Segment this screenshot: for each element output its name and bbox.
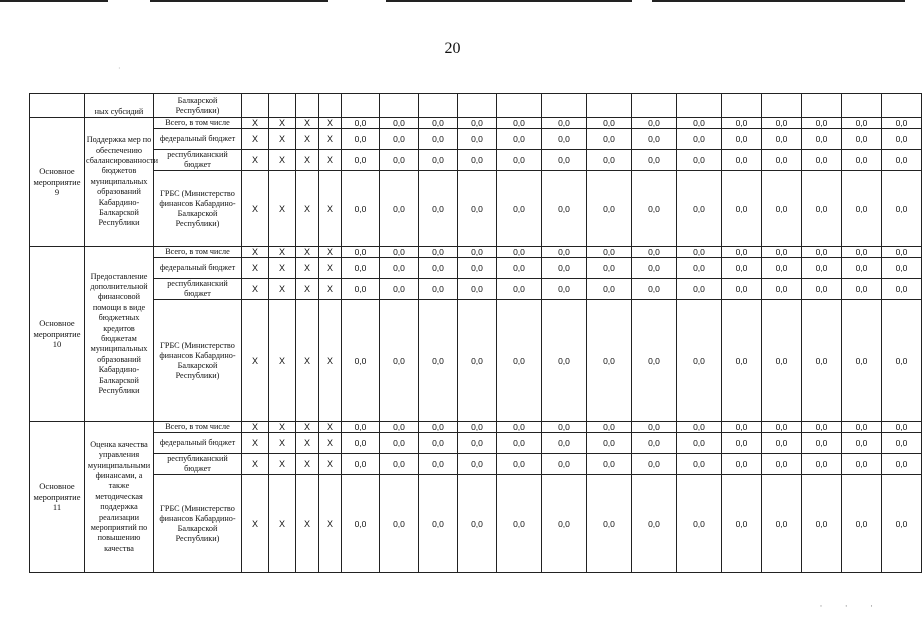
- x-mark-cell: [242, 94, 269, 118]
- event-label-cell: Основное мероприятие 10: [30, 247, 85, 422]
- value-cell: 0,0: [458, 129, 497, 150]
- value-cell: 0,0: [342, 279, 380, 300]
- table-row: [30, 433, 922, 454]
- value-cell: 0,0: [882, 300, 922, 422]
- x-mark-cell: X: [242, 171, 269, 247]
- value-cell: [497, 94, 542, 118]
- value-cell: 0,0: [802, 433, 842, 454]
- value-cell: [542, 94, 587, 118]
- value-cell: 0,0: [458, 247, 497, 258]
- value-cell: 0,0: [722, 422, 762, 433]
- value-cell: 0,0: [342, 258, 380, 279]
- funding-source: Всего, в том числе: [154, 247, 242, 258]
- x-mark-cell: X: [269, 258, 296, 279]
- value-cell: 0,0: [497, 300, 542, 422]
- value-cell: 0,0: [842, 118, 882, 129]
- value-cell: [342, 94, 380, 118]
- value-cell: 0,0: [497, 433, 542, 454]
- value-cell: 0,0: [380, 433, 419, 454]
- value-cell: 0,0: [677, 258, 722, 279]
- funding-source: федеральный бюджет: [154, 433, 242, 454]
- value-cell: 0,0: [802, 150, 842, 171]
- value-cell: 0,0: [882, 118, 922, 129]
- value-cell: 0,0: [677, 171, 722, 247]
- value-cell: 0,0: [497, 247, 542, 258]
- value-cell: 0,0: [882, 422, 922, 433]
- value-cell: 0,0: [380, 258, 419, 279]
- value-cell: 0,0: [882, 258, 922, 279]
- funding-source: федеральный бюджет: [154, 129, 242, 150]
- value-cell: 0,0: [632, 129, 677, 150]
- value-cell: 0,0: [632, 454, 677, 475]
- value-cell: 0,0: [802, 422, 842, 433]
- value-cell: [380, 94, 419, 118]
- x-mark-cell: X: [296, 129, 319, 150]
- value-cell: 0,0: [419, 150, 458, 171]
- value-cell: 0,0: [342, 247, 380, 258]
- table-row: [30, 258, 922, 279]
- x-mark-cell: X: [296, 300, 319, 422]
- event-description: ных субсидий: [85, 94, 154, 118]
- value-cell: 0,0: [722, 279, 762, 300]
- value-cell: 0,0: [458, 475, 497, 573]
- value-cell: 0,0: [380, 422, 419, 433]
- value-cell: 0,0: [542, 150, 587, 171]
- value-cell: [882, 94, 922, 118]
- x-mark-cell: X: [319, 171, 342, 247]
- value-cell: 0,0: [542, 433, 587, 454]
- value-cell: 0,0: [677, 279, 722, 300]
- value-cell: 0,0: [342, 433, 380, 454]
- value-cell: 0,0: [677, 454, 722, 475]
- x-mark-cell: X: [242, 150, 269, 171]
- x-mark-cell: X: [319, 454, 342, 475]
- x-mark-cell: X: [319, 422, 342, 433]
- scan-speck: ·: [118, 64, 121, 73]
- value-cell: 0,0: [458, 422, 497, 433]
- x-mark-cell: X: [269, 475, 296, 573]
- event-label-cell: Основное мероприятие 9: [30, 118, 85, 247]
- value-cell: [587, 94, 632, 118]
- value-cell: 0,0: [632, 150, 677, 171]
- budget-table: [29, 93, 922, 573]
- scan-specks: · · ·: [819, 601, 883, 611]
- value-cell: 0,0: [587, 171, 632, 247]
- value-cell: 0,0: [497, 150, 542, 171]
- x-mark-cell: X: [269, 279, 296, 300]
- value-cell: 0,0: [380, 171, 419, 247]
- x-mark-cell: X: [319, 129, 342, 150]
- funding-source: федеральный бюджет: [154, 258, 242, 279]
- x-mark-cell: X: [269, 300, 296, 422]
- value-cell: 0,0: [882, 129, 922, 150]
- x-mark-cell: X: [319, 279, 342, 300]
- value-cell: 0,0: [458, 150, 497, 171]
- value-cell: 0,0: [722, 129, 762, 150]
- funding-source: республиканский бюджет: [154, 279, 242, 300]
- funding-source: республиканский бюджет: [154, 150, 242, 171]
- value-cell: 0,0: [842, 279, 882, 300]
- value-cell: 0,0: [882, 171, 922, 247]
- value-cell: 0,0: [722, 150, 762, 171]
- funding-source: Всего, в том числе: [154, 422, 242, 433]
- value-cell: 0,0: [722, 247, 762, 258]
- value-cell: 0,0: [882, 454, 922, 475]
- x-mark-cell: X: [319, 247, 342, 258]
- value-cell: 0,0: [497, 118, 542, 129]
- value-cell: 0,0: [458, 118, 497, 129]
- value-cell: 0,0: [762, 422, 802, 433]
- value-cell: 0,0: [419, 454, 458, 475]
- value-cell: 0,0: [497, 171, 542, 247]
- value-cell: 0,0: [458, 279, 497, 300]
- value-cell: 0,0: [380, 118, 419, 129]
- value-cell: [842, 94, 882, 118]
- x-mark-cell: X: [269, 118, 296, 129]
- value-cell: 0,0: [542, 422, 587, 433]
- scan-top-line: [0, 0, 108, 2]
- value-cell: 0,0: [802, 279, 842, 300]
- x-mark-cell: X: [269, 129, 296, 150]
- value-cell: 0,0: [542, 258, 587, 279]
- funding-source: республиканский бюджет: [154, 454, 242, 475]
- value-cell: 0,0: [497, 279, 542, 300]
- value-cell: 0,0: [342, 150, 380, 171]
- value-cell: 0,0: [497, 129, 542, 150]
- value-cell: [419, 94, 458, 118]
- value-cell: 0,0: [458, 454, 497, 475]
- value-cell: 0,0: [842, 454, 882, 475]
- value-cell: 0,0: [542, 300, 587, 422]
- x-mark-cell: X: [319, 150, 342, 171]
- value-cell: 0,0: [802, 118, 842, 129]
- x-mark-cell: X: [242, 433, 269, 454]
- value-cell: 0,0: [458, 171, 497, 247]
- value-cell: 0,0: [722, 118, 762, 129]
- value-cell: 0,0: [762, 475, 802, 573]
- table-row: [30, 422, 922, 433]
- value-cell: 0,0: [632, 475, 677, 573]
- value-cell: 0,0: [842, 475, 882, 573]
- value-cell: 0,0: [722, 454, 762, 475]
- x-mark-cell: [269, 94, 296, 118]
- value-cell: 0,0: [722, 300, 762, 422]
- x-mark-cell: X: [269, 171, 296, 247]
- value-cell: 0,0: [762, 433, 802, 454]
- x-mark-cell: X: [296, 433, 319, 454]
- x-mark-cell: X: [269, 454, 296, 475]
- table-row: [30, 150, 922, 171]
- x-mark-cell: X: [242, 118, 269, 129]
- value-cell: 0,0: [380, 129, 419, 150]
- value-cell: [677, 94, 722, 118]
- value-cell: 0,0: [587, 118, 632, 129]
- value-cell: 0,0: [677, 150, 722, 171]
- value-cell: 0,0: [882, 247, 922, 258]
- value-cell: 0,0: [587, 433, 632, 454]
- table-row: [30, 475, 922, 573]
- value-cell: 0,0: [632, 247, 677, 258]
- value-cell: 0,0: [497, 258, 542, 279]
- table-row: [30, 279, 922, 300]
- value-cell: 0,0: [542, 475, 587, 573]
- value-cell: [722, 94, 762, 118]
- x-mark-cell: X: [242, 475, 269, 573]
- x-mark-cell: X: [296, 150, 319, 171]
- value-cell: 0,0: [842, 247, 882, 258]
- value-cell: 0,0: [842, 171, 882, 247]
- value-cell: 0,0: [542, 279, 587, 300]
- value-cell: 0,0: [380, 454, 419, 475]
- x-mark-cell: X: [242, 279, 269, 300]
- table-row: [30, 94, 922, 118]
- value-cell: [762, 94, 802, 118]
- value-cell: 0,0: [587, 475, 632, 573]
- x-mark-cell: X: [269, 150, 296, 171]
- value-cell: 0,0: [632, 171, 677, 247]
- value-cell: 0,0: [802, 258, 842, 279]
- value-cell: 0,0: [542, 129, 587, 150]
- value-cell: 0,0: [587, 300, 632, 422]
- value-cell: 0,0: [677, 433, 722, 454]
- value-cell: 0,0: [762, 454, 802, 475]
- value-cell: 0,0: [802, 300, 842, 422]
- table-row: [30, 300, 922, 422]
- value-cell: 0,0: [380, 150, 419, 171]
- scan-top-line: [652, 0, 905, 2]
- event-label-cell: Основное мероприятие 11: [30, 422, 85, 573]
- value-cell: 0,0: [632, 422, 677, 433]
- value-cell: 0,0: [419, 422, 458, 433]
- value-cell: 0,0: [587, 454, 632, 475]
- value-cell: 0,0: [419, 258, 458, 279]
- value-cell: 0,0: [342, 118, 380, 129]
- value-cell: 0,0: [722, 433, 762, 454]
- table-row: [30, 247, 922, 258]
- value-cell: 0,0: [587, 258, 632, 279]
- value-cell: 0,0: [342, 475, 380, 573]
- value-cell: 0,0: [342, 422, 380, 433]
- value-cell: 0,0: [587, 247, 632, 258]
- value-cell: 0,0: [762, 258, 802, 279]
- value-cell: 0,0: [677, 247, 722, 258]
- value-cell: [458, 94, 497, 118]
- value-cell: 0,0: [342, 300, 380, 422]
- value-cell: 0,0: [677, 422, 722, 433]
- value-cell: 0,0: [380, 247, 419, 258]
- x-mark-cell: X: [296, 247, 319, 258]
- x-mark-cell: X: [296, 118, 319, 129]
- value-cell: 0,0: [342, 454, 380, 475]
- x-mark-cell: X: [296, 475, 319, 573]
- x-mark-cell: X: [296, 258, 319, 279]
- value-cell: 0,0: [842, 433, 882, 454]
- event-description: Поддержка мер по обеспечению сбалансированности бюджетов муниципальных образований Кабардино-Балкарской Республики: [85, 118, 154, 247]
- x-mark-cell: [319, 94, 342, 118]
- x-mark-cell: X: [319, 433, 342, 454]
- x-mark-cell: X: [242, 258, 269, 279]
- value-cell: 0,0: [419, 433, 458, 454]
- x-mark-cell: X: [319, 475, 342, 573]
- value-cell: 0,0: [762, 129, 802, 150]
- funding-source: Всего, в том числе: [154, 118, 242, 129]
- x-mark-cell: X: [269, 247, 296, 258]
- x-mark-cell: X: [296, 454, 319, 475]
- value-cell: [632, 94, 677, 118]
- funding-source: ГРБС (Министерство финансов Кабардино-Балкарской Республики): [154, 300, 242, 422]
- value-cell: 0,0: [722, 171, 762, 247]
- value-cell: 0,0: [380, 475, 419, 573]
- value-cell: 0,0: [632, 279, 677, 300]
- value-cell: 0,0: [722, 258, 762, 279]
- x-mark-cell: X: [242, 247, 269, 258]
- table-row: [30, 129, 922, 150]
- value-cell: 0,0: [842, 422, 882, 433]
- event-label-cell: [30, 94, 85, 118]
- x-mark-cell: X: [269, 433, 296, 454]
- value-cell: [802, 94, 842, 118]
- funding-source: ГРБС (Министерство финансов Кабардино-Балкарской Республики): [154, 171, 242, 247]
- value-cell: 0,0: [587, 422, 632, 433]
- x-mark-cell: X: [242, 129, 269, 150]
- value-cell: 0,0: [342, 171, 380, 247]
- x-mark-cell: X: [296, 422, 319, 433]
- value-cell: 0,0: [677, 129, 722, 150]
- scan-top-line: [386, 0, 632, 2]
- value-cell: 0,0: [497, 454, 542, 475]
- x-mark-cell: X: [242, 454, 269, 475]
- value-cell: 0,0: [497, 422, 542, 433]
- value-cell: 0,0: [458, 300, 497, 422]
- value-cell: 0,0: [632, 118, 677, 129]
- value-cell: 0,0: [762, 118, 802, 129]
- value-cell: 0,0: [882, 433, 922, 454]
- x-mark-cell: X: [242, 300, 269, 422]
- value-cell: 0,0: [632, 433, 677, 454]
- value-cell: 0,0: [762, 279, 802, 300]
- value-cell: 0,0: [842, 129, 882, 150]
- x-mark-cell: X: [319, 258, 342, 279]
- value-cell: 0,0: [802, 171, 842, 247]
- scan-top-line: [150, 0, 328, 2]
- x-mark-cell: X: [269, 422, 296, 433]
- value-cell: 0,0: [677, 300, 722, 422]
- value-cell: 0,0: [458, 258, 497, 279]
- value-cell: 0,0: [419, 247, 458, 258]
- event-description: Предоставление дополнительной финансовой помощи в виде бюджетных кредитов бюджетам муниципальных образований Кабардино-Балкарской Республики: [85, 247, 154, 422]
- table-row: [30, 171, 922, 247]
- value-cell: 0,0: [419, 129, 458, 150]
- funding-source: Балкарской Республики): [154, 94, 242, 118]
- value-cell: 0,0: [497, 475, 542, 573]
- value-cell: 0,0: [419, 300, 458, 422]
- value-cell: 0,0: [342, 129, 380, 150]
- value-cell: 0,0: [419, 118, 458, 129]
- value-cell: 0,0: [842, 258, 882, 279]
- table-row: [30, 118, 922, 129]
- value-cell: 0,0: [882, 475, 922, 573]
- value-cell: 0,0: [762, 171, 802, 247]
- value-cell: 0,0: [542, 118, 587, 129]
- x-mark-cell: [296, 94, 319, 118]
- value-cell: 0,0: [587, 279, 632, 300]
- value-cell: 0,0: [587, 150, 632, 171]
- value-cell: 0,0: [842, 300, 882, 422]
- value-cell: 0,0: [542, 171, 587, 247]
- value-cell: 0,0: [722, 475, 762, 573]
- value-cell: 0,0: [587, 129, 632, 150]
- value-cell: 0,0: [762, 247, 802, 258]
- x-mark-cell: X: [319, 300, 342, 422]
- value-cell: 0,0: [632, 258, 677, 279]
- value-cell: 0,0: [802, 129, 842, 150]
- table-row: [30, 454, 922, 475]
- x-mark-cell: X: [242, 422, 269, 433]
- value-cell: 0,0: [677, 118, 722, 129]
- value-cell: 0,0: [458, 433, 497, 454]
- value-cell: 0,0: [882, 150, 922, 171]
- x-mark-cell: X: [319, 118, 342, 129]
- value-cell: 0,0: [380, 300, 419, 422]
- value-cell: 0,0: [762, 150, 802, 171]
- value-cell: 0,0: [419, 279, 458, 300]
- value-cell: 0,0: [632, 300, 677, 422]
- value-cell: 0,0: [842, 150, 882, 171]
- x-mark-cell: X: [296, 171, 319, 247]
- value-cell: 0,0: [802, 454, 842, 475]
- event-description: Оценка качества управления муниципальными финансами, а также методическая поддержка реализации мероприятий по повышению качества: [85, 422, 154, 573]
- x-mark-cell: X: [296, 279, 319, 300]
- value-cell: 0,0: [802, 247, 842, 258]
- page-number: 20: [444, 40, 461, 57]
- value-cell: 0,0: [802, 475, 842, 573]
- value-cell: 0,0: [380, 279, 419, 300]
- funding-source: ГРБС (Министерство финансов Кабардино-Балкарской Республики): [154, 475, 242, 573]
- value-cell: 0,0: [542, 247, 587, 258]
- value-cell: 0,0: [419, 475, 458, 573]
- value-cell: 0,0: [542, 454, 587, 475]
- value-cell: 0,0: [677, 475, 722, 573]
- value-cell: 0,0: [419, 171, 458, 247]
- value-cell: 0,0: [882, 279, 922, 300]
- value-cell: 0,0: [762, 300, 802, 422]
